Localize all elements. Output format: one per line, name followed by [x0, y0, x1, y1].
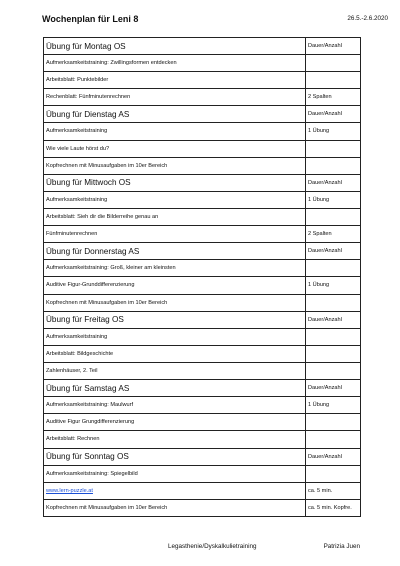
day-header-row [44, 448, 361, 465]
task-link[interactable]: www.lern-puzzle.at [46, 487, 93, 494]
day-label: Übung für Samstag AS [44, 380, 306, 397]
task-row [44, 499, 361, 516]
day-header-row [44, 38, 361, 55]
task-row [44, 260, 361, 277]
task-text: Arbeitsblatt: Sieh dir die Bilderreihe genau an [44, 208, 306, 225]
footer-training-label: Legasthenie/Dyskalkulietraining [168, 543, 257, 550]
task-value [306, 345, 361, 362]
task-text: Aufmerksamkeitstraining [44, 123, 306, 140]
task-text: Zahlenhäuser, 2. Teil [44, 362, 306, 379]
task-text: Aufmerksamkeitstraining: Spiegelbild [44, 465, 306, 482]
task-value: 2 Spalten [306, 89, 361, 106]
day-label: Übung für Sonntag OS [44, 448, 306, 465]
task-row [44, 140, 361, 157]
task-row [44, 414, 361, 431]
task-value: 1 Übung [306, 277, 361, 294]
date-range: 26.5.-2.6.2020 [347, 15, 388, 22]
task-text: Auditive Figur Grungdifferenzierung [44, 414, 306, 431]
day-label: Übung für Mittwoch OS [44, 174, 306, 191]
task-row [44, 226, 361, 243]
task-text: Auditive Figur-Grunddifferenzierung [44, 277, 306, 294]
task-value [306, 362, 361, 379]
task-value: 1 Übung [306, 397, 361, 414]
task-value: 2 Spalten [306, 226, 361, 243]
task-text: Aufmerksamkeitstraining: Maulwurf [44, 397, 306, 414]
day-value-header: Dauer/Anzahl [306, 311, 361, 328]
task-row [44, 465, 361, 482]
day-value-header: Dauer/Anzahl [306, 106, 361, 123]
day-header-row [44, 380, 361, 397]
task-value: 1 Übung [306, 191, 361, 208]
task-value [306, 260, 361, 277]
day-value-header: Dauer/Anzahl [306, 448, 361, 465]
task-cell [44, 482, 306, 499]
day-header-row [44, 243, 361, 260]
task-text: Arbeitsblatt: Bildgeschichte [44, 345, 306, 362]
day-header-row [44, 106, 361, 123]
day-value-header: Dauer/Anzahl [306, 380, 361, 397]
task-text: Wie viele Laute hörst du? [44, 140, 306, 157]
task-row [44, 157, 361, 174]
footer-author: Patrizia Juen [323, 543, 360, 550]
task-row [44, 362, 361, 379]
day-value-header: Dauer/Anzahl [306, 174, 361, 191]
day-label: Übung für Donnerstag AS [44, 243, 306, 260]
day-label: Übung für Montag OS [44, 38, 306, 55]
task-text: Aufmerksamkeitstraining [44, 328, 306, 345]
task-value [306, 294, 361, 311]
task-value: ca. 5 min. [306, 482, 361, 499]
day-value-header: Dauer/Anzahl [306, 38, 361, 55]
task-value [306, 328, 361, 345]
task-row [44, 397, 361, 414]
day-value-header: Dauer/Anzahl [306, 243, 361, 260]
task-value [306, 140, 361, 157]
task-row [44, 72, 361, 89]
task-text: Kopfrechnen mit Minusaufgaben im 10er Bereich [44, 294, 306, 311]
task-text: Arbeitsblatt: Punktebilder [44, 72, 306, 89]
task-row [44, 277, 361, 294]
task-value: 1 Übung [306, 123, 361, 140]
task-row [44, 294, 361, 311]
task-value [306, 157, 361, 174]
task-value [306, 431, 361, 448]
task-row [44, 89, 361, 106]
task-text: Aufmerksamkeitstraining [44, 191, 306, 208]
task-value [306, 72, 361, 89]
task-value [306, 208, 361, 225]
task-text: Rechenblatt: Fünfminutenrechnen [44, 89, 306, 106]
task-text: Kopfrechnen mit Minusaufgaben im 10er Bereich [44, 157, 306, 174]
weekly-plan-table [43, 37, 361, 517]
task-row [44, 482, 361, 499]
document-title: Wochenplan für Leni 8 [42, 14, 139, 24]
task-row [44, 191, 361, 208]
day-label: Übung für Dienstag AS [44, 106, 306, 123]
day-header-row [44, 311, 361, 328]
task-row [44, 208, 361, 225]
task-text: Kopfrechnen mit Minusaufgaben im 10er Bereich [44, 499, 306, 516]
task-row [44, 345, 361, 362]
task-text: Aufmerksamkeitstraining: Groß, kleiner am kleinsten [44, 260, 306, 277]
day-label: Übung für Freitag OS [44, 311, 306, 328]
task-value [306, 465, 361, 482]
day-header-row [44, 174, 361, 191]
task-text: Arbeitsblatt: Rechnen [44, 431, 306, 448]
task-text: Fünfminutenrechnen [44, 226, 306, 243]
task-row [44, 55, 361, 72]
task-value: ca. 5 min. Kopfre. [306, 499, 361, 516]
task-row [44, 431, 361, 448]
task-value [306, 414, 361, 431]
task-text: Aufmerksamkeitstraining: Zwillingsformen entdecken [44, 55, 306, 72]
task-value [306, 55, 361, 72]
task-row [44, 123, 361, 140]
task-row [44, 328, 361, 345]
